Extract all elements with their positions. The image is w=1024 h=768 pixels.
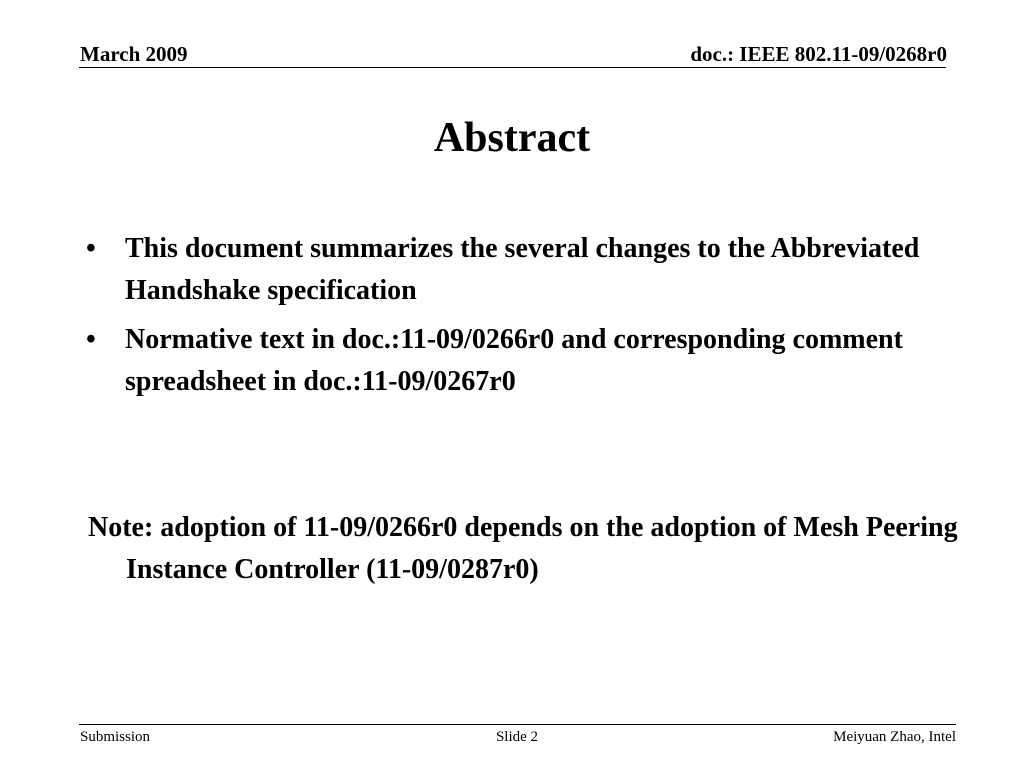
footer-slide-number: Slide 2 <box>495 729 539 745</box>
slide-title: Abstract <box>433 115 591 161</box>
adoption-note: Note: adoption of 11-09/0266r0 depends on the adoption of Mesh Peering Instance Controller (11-09/0287r0) <box>88 512 958 585</box>
bullet-marker: • <box>86 233 96 264</box>
footer-author: Meiyuan Zhao, Intel <box>833 729 956 745</box>
header-date: March 2009 <box>80 42 188 66</box>
bullet-list <box>86 228 966 410</box>
bullet-item <box>86 228 966 312</box>
header-doc-id: doc.: IEEE 802.11-09/0268r0 <box>690 42 947 66</box>
bullet-item <box>86 319 966 403</box>
bullet-marker: • <box>86 324 96 355</box>
bullet-text: Normative text in doc.:11-09/0266r0 and corresponding comment spreadsheet in doc.:11-09/0267r0 <box>125 324 903 397</box>
footer-divider <box>79 724 956 725</box>
header-divider <box>79 67 946 68</box>
footer-submission: Submission <box>80 729 151 745</box>
bullet-text: This document summarizes the several changes to the Abbreviated Handshake specification <box>125 233 920 306</box>
